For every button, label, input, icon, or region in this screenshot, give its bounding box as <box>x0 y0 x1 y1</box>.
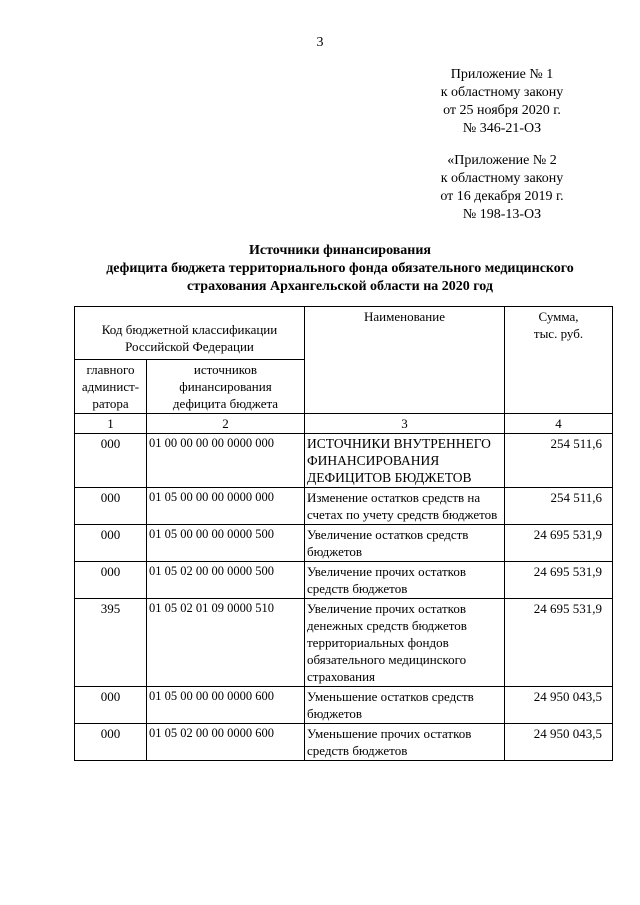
column-number-4: 4 <box>505 414 613 434</box>
appendix-1-line-1: Приложение № 1 <box>450 67 554 82</box>
table-row <box>75 434 613 488</box>
appendix-2-line-4: № 198-13-ОЗ <box>462 207 542 222</box>
document-title <box>60 242 620 296</box>
page-number: 3 <box>316 35 324 50</box>
row-admin-code: 000 <box>75 488 147 525</box>
title-line-1: Источники финансирования <box>249 243 431 258</box>
table-row <box>75 724 613 761</box>
row-name: Увеличение прочих остатков денежных средств бюджетов территориальных фондов обязательного медицинского страхования <box>305 599 505 687</box>
row-source-code: 01 05 00 00 00 0000 000 <box>147 488 305 525</box>
row-name: Изменение остатков средств на счетах по учету средств бюджетов <box>305 488 505 525</box>
title-line-2: дефицита бюджета территориального фонда обязательного медицинского <box>106 261 574 276</box>
appendix-2-line-2: к областному закону <box>440 171 564 186</box>
table-header-row <box>75 307 613 360</box>
row-admin-code: 000 <box>75 434 147 488</box>
table-row <box>75 562 613 599</box>
header-name: Наименование <box>305 307 505 414</box>
row-amount: 254 511,6 <box>505 434 613 488</box>
column-number-2: 2 <box>147 414 305 434</box>
table-row <box>75 488 613 525</box>
budget-sources-table <box>74 306 613 761</box>
table-row <box>75 687 613 724</box>
row-admin-code: 395 <box>75 599 147 687</box>
row-admin-code: 000 <box>75 562 147 599</box>
row-name: Уменьшение остатков средств бюджетов <box>305 687 505 724</box>
row-amount: 24 695 531,9 <box>505 525 613 562</box>
row-admin-code: 000 <box>75 525 147 562</box>
table-row <box>75 599 613 687</box>
appendix-1-line-2: к областному закону <box>440 85 564 100</box>
row-admin-code: 000 <box>75 687 147 724</box>
header-classification: Код бюджетной классификации Российской Федерации <box>75 307 305 360</box>
appendix-1-line-4: № 346-21-ОЗ <box>462 121 542 136</box>
appendix-2-line-1: «Приложение № 2 <box>447 153 557 168</box>
table-row <box>75 525 613 562</box>
row-source-code: 01 00 00 00 00 0000 000 <box>147 434 305 488</box>
appendix-2-reference <box>422 152 582 224</box>
row-amount: 254 511,6 <box>505 488 613 525</box>
row-name: Уменьшение прочих остатков средств бюджетов <box>305 724 505 761</box>
column-number-3: 3 <box>305 414 505 434</box>
row-amount: 24 950 043,5 <box>505 724 613 761</box>
column-number-row <box>75 414 613 434</box>
appendix-2-line-3: от 16 декабря 2019 г. <box>440 189 564 204</box>
appendix-1-line-3: от 25 ноября 2020 г. <box>443 103 561 118</box>
row-source-code: 01 05 00 00 00 0000 500 <box>147 525 305 562</box>
row-name: ИСТОЧНИКИ ВНУТРЕННЕГО ФИНАНСИРОВАНИЯ ДЕФИЦИТОВ БЮДЖЕТОВ <box>305 434 505 488</box>
appendix-1-reference <box>422 66 582 138</box>
title-line-3: страхования Архангельской области на 2020 год <box>187 279 493 294</box>
row-amount: 24 695 531,9 <box>505 562 613 599</box>
row-source-code: 01 05 00 00 00 0000 600 <box>147 687 305 724</box>
row-amount: 24 950 043,5 <box>505 687 613 724</box>
row-name: Увеличение прочих остатков средств бюджетов <box>305 562 505 599</box>
row-source-code: 01 05 02 01 09 0000 510 <box>147 599 305 687</box>
row-name: Увеличение остатков средств бюджетов <box>305 525 505 562</box>
header-admin: главного админист-ратора <box>75 360 147 414</box>
row-admin-code: 000 <box>75 724 147 761</box>
row-source-code: 01 05 02 00 00 0000 500 <box>147 562 305 599</box>
column-number-1: 1 <box>75 414 147 434</box>
row-amount: 24 695 531,9 <box>505 599 613 687</box>
row-source-code: 01 05 02 00 00 0000 600 <box>147 724 305 761</box>
header-sources: источников финансирования дефицита бюджета <box>147 360 305 414</box>
header-amount: Сумма, тыс. руб. <box>505 307 613 414</box>
